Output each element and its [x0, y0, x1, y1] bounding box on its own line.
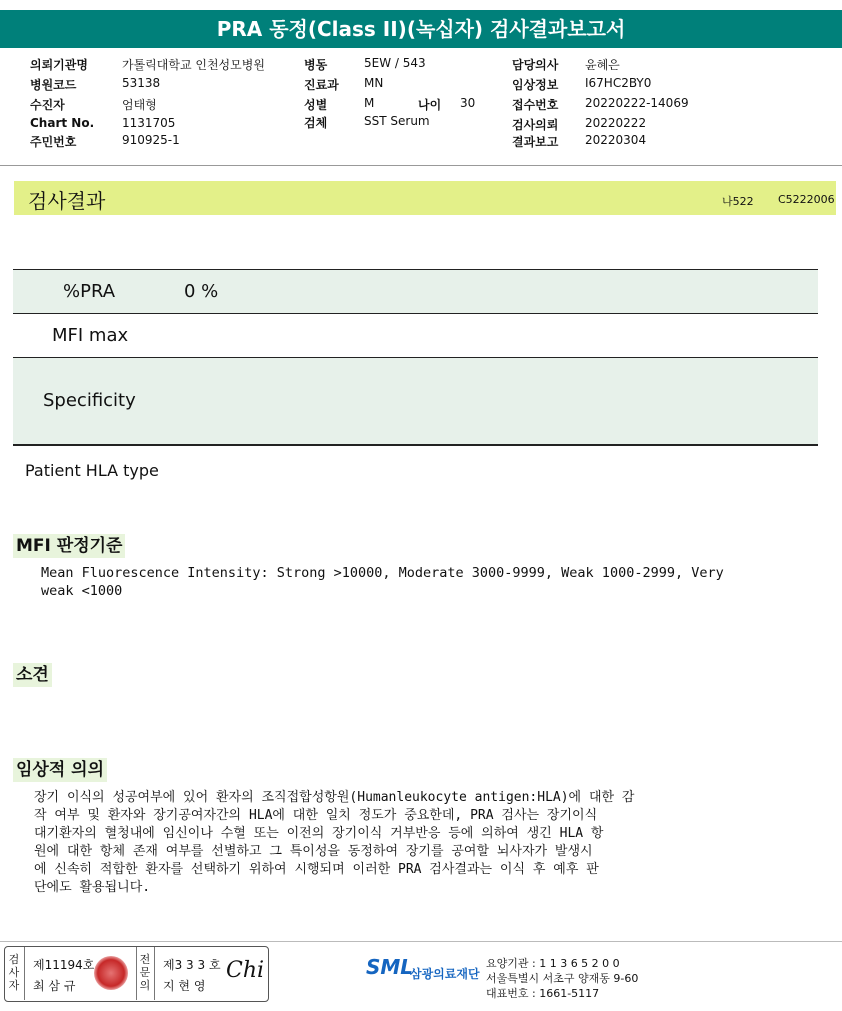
clinical-info-value: I67HC2BY0 [585, 76, 652, 90]
significance-line: 작 여부 및 환자와 장기공여자간의 HLA에 대한 일치 정도가 중요한데, PRA 검사는 장기이식 [34, 808, 598, 823]
signature: Chi [226, 958, 265, 983]
inspector-number: 제11194호 [33, 958, 95, 972]
hospital-code-label: 병원코드 [30, 78, 77, 92]
clinical-info-label: 임상정보 [512, 78, 559, 92]
org-line: 요양기관 : 1 1 3 6 5 2 0 0 [486, 957, 620, 970]
specimen-value: SST Serum [364, 114, 430, 128]
mfi-heading: MFI 판정기준 [13, 534, 125, 558]
footer-divider [0, 941, 842, 942]
hospital-code-value: 53138 [122, 76, 161, 90]
org-line: 대표번호 : 1661-5117 [486, 987, 600, 1000]
sml-logo: SML [366, 955, 414, 979]
specialist-number: 제3 3 3 호 [163, 958, 221, 972]
request-date-value: 20220222 [585, 116, 647, 130]
box-divider [154, 947, 155, 1000]
vertical-char: 자 [8, 979, 20, 992]
header-divider [0, 165, 842, 166]
report-date-value: 20220304 [585, 133, 647, 147]
patient-value: 엄태형 [122, 98, 157, 112]
seal-stamp-icon [94, 956, 128, 990]
patient-label: 수진자 [30, 98, 65, 112]
vertical-char: 사 [8, 966, 20, 979]
hospital-name-label: 의뢰기관명 [30, 58, 88, 72]
specificity-label: Specificity [43, 390, 136, 411]
vertical-char: 문 [139, 966, 151, 979]
vertical-char: 의 [139, 979, 151, 992]
box-divider [24, 947, 25, 1000]
vertical-char: 검 [8, 953, 20, 966]
pra-value: 0 % [184, 281, 219, 302]
significance-line: 단에도 활용됩니다. [34, 880, 151, 895]
resident-no-value: 910925-1 [122, 133, 180, 147]
mfi-text-line: weak <1000 [41, 583, 123, 599]
mfi-text-line: Mean Fluorescence Intensity: Strong >10000, Moderate 3000-9999, Weak 1000-2999, Very [41, 565, 724, 581]
inspector-vertical-label [7, 953, 21, 992]
sex-label: 성별 [304, 98, 328, 112]
row-line [13, 444, 818, 446]
pra-row [13, 270, 818, 313]
significance-line: 에 신속히 적합한 환자를 선택하기 위하여 시행되며 이러한 PRA 검사결과는 이식 후 예후 판 [34, 862, 599, 877]
department-value: MN [364, 76, 384, 90]
resident-no-label: 주민번호 [30, 135, 77, 149]
significance-line: 원에 대한 항체 존재 여부를 선별하고 그 특이성을 동정하여 장기를 공여할 뇌사자가 발생시 [34, 844, 593, 859]
ward-value: 5EW / 543 [364, 56, 426, 70]
results-heading: 검사결과 [28, 189, 106, 213]
row-line [13, 269, 818, 270]
results-code-2: C5222006 [778, 193, 835, 206]
patient-hla-label: Patient HLA type [25, 461, 159, 480]
significance-heading: 임상적 의의 [13, 758, 107, 782]
receipt-no-label: 접수번호 [512, 98, 559, 112]
receipt-no-value: 20220222-14069 [585, 96, 689, 110]
row-line [13, 313, 818, 314]
vertical-char: 전 [139, 953, 151, 966]
request-date-label: 검사의뢰 [512, 118, 559, 132]
results-code-1: 나522 [722, 195, 754, 208]
doctor-value: 윤혜은 [585, 58, 620, 72]
significance-line: 장기 이식의 성공여부에 있어 환자의 조직접합성항원(Humanleukocyte antigen:HLA)에 대한 감 [34, 790, 635, 805]
box-divider [136, 947, 137, 1000]
report-date-label: 결과보고 [512, 135, 559, 149]
report-title: PRA 동정(Class II)(녹십자) 검사결과보고서 [0, 10, 842, 48]
hospital-name-value: 가톨릭대학교 인천성모병원 [122, 58, 265, 72]
inspector-name: 최 삼 규 [33, 979, 76, 993]
specialist-name: 지 현 영 [163, 979, 206, 993]
ward-label: 병동 [304, 58, 328, 72]
department-label: 진료과 [304, 78, 339, 92]
age-value: 30 [460, 96, 476, 110]
doctor-label: 담당의사 [512, 58, 559, 72]
specimen-label: 검체 [304, 116, 328, 130]
chart-no-label: Chart No. [30, 116, 95, 130]
opinion-heading: 소견 [13, 663, 52, 687]
significance-line: 대기환자의 혈청내에 임신이나 수혈 또는 이전의 장기이식 거부반응 등에 의하여 생긴 HLA 항 [34, 826, 604, 841]
org-name: 삼광의료재단 [410, 967, 480, 981]
mfi-max-label: MFI max [52, 325, 129, 346]
chart-no-value: 1131705 [122, 116, 176, 130]
specialist-vertical-label [138, 953, 152, 992]
pra-label: %PRA [63, 281, 116, 302]
org-line: 서울특별시 서초구 양재동 9-60 [486, 972, 639, 985]
results-band [14, 181, 836, 215]
age-label: 나이 [418, 98, 442, 112]
sex-value: M [364, 96, 375, 110]
